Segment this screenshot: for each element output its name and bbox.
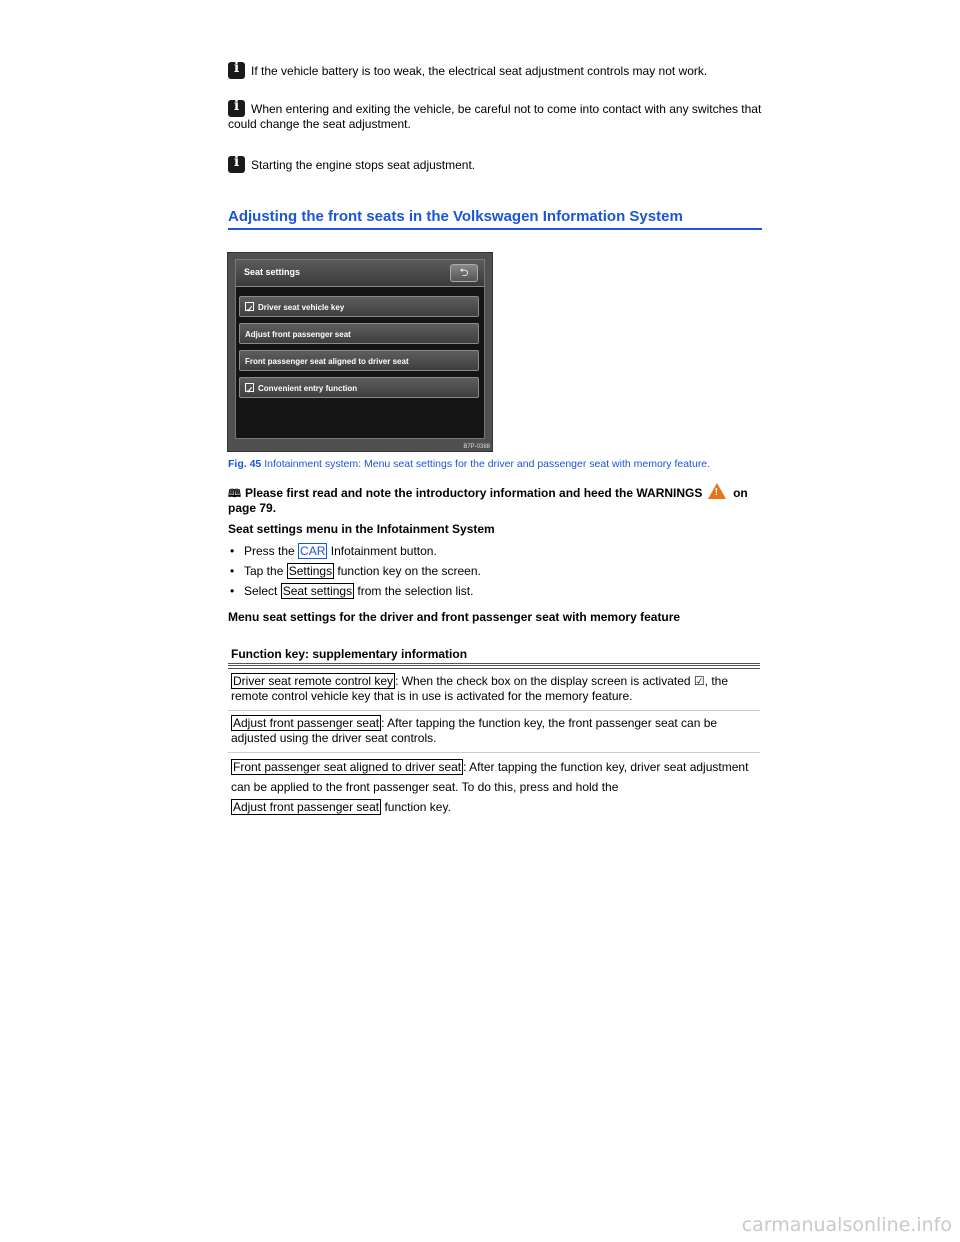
infotainment-screen: [235, 259, 485, 439]
seat-menu-heading: Seat settings menu in the Infotainment System: [228, 522, 495, 536]
screen-title: Seat settings: [244, 267, 301, 277]
menu-item-convenient-entry[interactable]: [239, 377, 479, 398]
table-row: Adjust front passenger seat : After tapping the function key, the front passenger seat can be adjusted using the driver seat controls.: [228, 711, 760, 753]
list-item: • Tap the Settings function key on the screen.: [230, 564, 481, 578]
seat-settings-key: Seat settings: [282, 584, 353, 598]
checkbox-icon[interactable]: [245, 302, 254, 311]
note-text: When entering and exiting the vehicle, be careful not to come into contact with any switches that could change the seat adjustment.: [228, 102, 762, 131]
function-key-table: [228, 645, 760, 823]
menu-item-label: Convenient entry function: [258, 384, 358, 393]
book-icon: 🕮: [228, 488, 241, 500]
info-icon: [228, 156, 245, 173]
menu-item-driver-seat-vehicle-key[interactable]: [239, 296, 479, 317]
function-key: Adjust front passenger seat: [233, 716, 380, 730]
memory-heading: Menu seat settings for the driver and front passenger seat with memory feature: [228, 610, 681, 624]
checkbox-icon[interactable]: [245, 383, 254, 392]
note-text: If the vehicle battery is too weak, the electrical seat adjustment controls may not work.: [251, 64, 708, 78]
function-key: Front passenger seat aligned to driver seat: [233, 760, 462, 774]
intro-text-before: Please first read and note the introductory information and heed the WARNINGS: [244, 486, 703, 500]
note-battery: [228, 62, 768, 79]
settings-key: Settings: [288, 564, 333, 578]
intro-text-after: on page 79.: [228, 486, 748, 515]
function-key: Adjust front passenger seat: [233, 800, 380, 814]
figure-caption: [228, 458, 710, 470]
infotainment-figure: [227, 252, 493, 452]
menu-item-label: Front passenger seat aligned to driver seat: [245, 357, 409, 366]
warning-icon: [708, 483, 726, 499]
back-arrow-icon[interactable]: ⮌: [450, 264, 478, 282]
menu-item-adjust-front-passenger-seat[interactable]: [239, 323, 479, 344]
caption-text: Infotainment system: Menu seat settings for the driver and passenger seat with memory feature.: [264, 458, 711, 470]
menu-item-passenger-aligned[interactable]: [239, 350, 479, 371]
table-header: Function key: supplementary information: [231, 647, 468, 661]
list-item: • Select Seat settings from the selection list.: [230, 584, 474, 598]
list-item: • Press the CAR Infotainment button.: [230, 544, 437, 558]
function-key: Driver seat remote control key: [233, 674, 394, 688]
info-icon: [228, 62, 245, 79]
steps-list: [230, 543, 481, 603]
menu-item-label: Adjust front passenger seat: [245, 330, 351, 339]
note-switches: [228, 100, 768, 132]
checkbox-icon: ☑: [693, 674, 705, 688]
note-text: Starting the engine stops seat adjustment.: [251, 158, 476, 172]
caption-label: Fig. 45: [228, 458, 262, 470]
figure-code: B7P-0388: [463, 444, 490, 450]
table-row: Driver seat remote control key : When the check box on the display screen is activated ☑, the remote control vehicle key that is in use is activated for the memory feature.: [228, 669, 760, 711]
intro-warning: [228, 483, 768, 515]
menu-item-label: Driver seat vehicle key: [258, 303, 345, 312]
watermark: carmanualsonline.info: [741, 1214, 952, 1236]
screen-title-bar: [236, 260, 484, 287]
car-button-key: CAR: [300, 544, 326, 558]
note-engine: [228, 156, 768, 173]
info-icon: [228, 100, 245, 117]
table-row: Front passenger seat aligned to driver seat : After tapping the function key, driver seat adjustment can be applied to the front passenger seat. To do this, press and hold the Adjust front passenger seat function key.: [231, 760, 749, 814]
section-title: Adjusting the front seats in the Volkswagen Information System: [228, 208, 762, 230]
